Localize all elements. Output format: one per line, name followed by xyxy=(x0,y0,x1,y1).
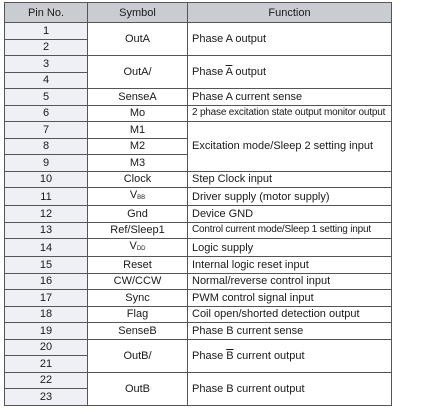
pin-cell: 23 xyxy=(5,389,88,406)
table-row xyxy=(5,89,392,106)
pin-cell: 11 xyxy=(5,188,88,206)
pin-function-table xyxy=(4,2,392,406)
pin-cell: 20 xyxy=(5,339,88,356)
table-row xyxy=(5,290,392,307)
function-text-post: output xyxy=(232,66,267,78)
symbol-cell: M1 xyxy=(88,122,188,139)
symbol-cell: Mo xyxy=(88,105,188,122)
table-row xyxy=(5,273,392,290)
pin-cell: 14 xyxy=(5,239,88,257)
symbol-main: V xyxy=(129,240,137,252)
overlined-letter: $\overline{B}$ xyxy=(226,349,234,362)
pin-cell: 21 xyxy=(5,356,88,373)
pin-cell: 1 xyxy=(5,23,88,40)
overlined-letter: $\overline{A}$ xyxy=(225,66,233,78)
function-text-post: current output xyxy=(233,349,305,362)
pin-cell: 5 xyxy=(5,89,88,106)
function-cell: Normal/reverse control input xyxy=(188,273,392,290)
function-cell: 2 phase excitation state output monitor output xyxy=(188,105,392,122)
pin-cell: 6 xyxy=(5,105,88,122)
pin-cell: 12 xyxy=(5,206,88,223)
symbol-cell: M3 xyxy=(88,155,188,172)
symbol-cell: Reset xyxy=(88,257,188,274)
symbol-cell: OutB xyxy=(88,372,188,405)
function-cell: Phase B current output xyxy=(188,372,392,405)
pin-cell: 7 xyxy=(5,122,88,139)
table-row xyxy=(5,23,392,40)
symbol-cell: Flag xyxy=(88,306,188,323)
function-cell: Device GND xyxy=(188,206,392,223)
function-cell: Excitation mode/Sleep 2 setting input xyxy=(188,122,392,172)
function-cell: Phase B current sense xyxy=(188,323,392,340)
table-row xyxy=(5,339,392,356)
pin-table-container xyxy=(4,2,392,406)
function-text-pre: Phase xyxy=(192,66,226,78)
pin-cell: 8 xyxy=(5,138,88,155)
header-function: Function xyxy=(188,3,392,23)
table-row xyxy=(5,239,392,257)
symbol-cell xyxy=(88,239,188,257)
pin-cell: 19 xyxy=(5,323,88,340)
symbol-cell: M2 xyxy=(88,138,188,155)
symbol-cell: OutA/ xyxy=(88,56,188,89)
symbol-cell: Ref/Sleep1 xyxy=(88,222,188,239)
pin-cell: 9 xyxy=(5,155,88,172)
pin-cell: 22 xyxy=(5,372,88,389)
symbol-cell: SenseA xyxy=(88,89,188,106)
symbol-cell: Clock xyxy=(88,171,188,188)
function-cell: Phase A output xyxy=(188,23,392,56)
table-row xyxy=(5,188,392,206)
table-row xyxy=(5,372,392,389)
symbol-cell: Sync xyxy=(88,290,188,307)
function-cell: PWM control signal input xyxy=(188,290,392,307)
table-row xyxy=(5,122,392,139)
symbol-main: V xyxy=(129,189,138,201)
function-cell: Driver supply (motor supply) xyxy=(188,188,392,206)
function-cell: Internal logic reset input xyxy=(188,257,392,274)
table-row xyxy=(5,206,392,223)
function-cell: Control current mode/Sleep 1 setting input xyxy=(188,222,392,239)
pin-cell: 18 xyxy=(5,306,88,323)
header-pin-no: Pin No. xyxy=(5,3,88,23)
pin-cell: 16 xyxy=(5,273,88,290)
pin-cell: 17 xyxy=(5,290,88,307)
function-cell: Step Clock input xyxy=(188,171,392,188)
table-header-row xyxy=(5,3,392,23)
function-cell: Phase A current sense xyxy=(188,89,392,106)
pin-cell: 2 xyxy=(5,39,88,56)
table-row xyxy=(5,306,392,323)
symbol-subscript: DD xyxy=(136,246,146,252)
pin-cell: 4 xyxy=(5,72,88,89)
pin-cell: 13 xyxy=(5,222,88,239)
symbol-subscript: BB xyxy=(137,195,146,201)
function-cell: Coil open/shorted detection output xyxy=(188,306,392,323)
table-row xyxy=(5,56,392,73)
table-row xyxy=(5,222,392,239)
symbol-cell: SenseB xyxy=(88,323,188,340)
pin-cell: 15 xyxy=(5,257,88,274)
table-row xyxy=(5,323,392,340)
header-symbol: Symbol xyxy=(88,3,188,23)
pin-cell: 3 xyxy=(5,56,88,73)
symbol-cell: Gnd xyxy=(88,206,188,223)
function-cell: Logic supply xyxy=(188,239,392,257)
symbol-cell: CW/CCW xyxy=(88,273,188,290)
pin-cell: 10 xyxy=(5,171,88,188)
symbol-cell xyxy=(88,188,188,206)
function-cell xyxy=(188,339,392,372)
function-text-pre: Phase xyxy=(192,349,227,362)
table-row xyxy=(5,105,392,122)
symbol-cell: OutB/ xyxy=(88,339,188,372)
table-row xyxy=(5,171,392,188)
table-row xyxy=(5,257,392,274)
symbol-cell: OutA xyxy=(88,23,188,56)
function-cell xyxy=(188,56,392,89)
